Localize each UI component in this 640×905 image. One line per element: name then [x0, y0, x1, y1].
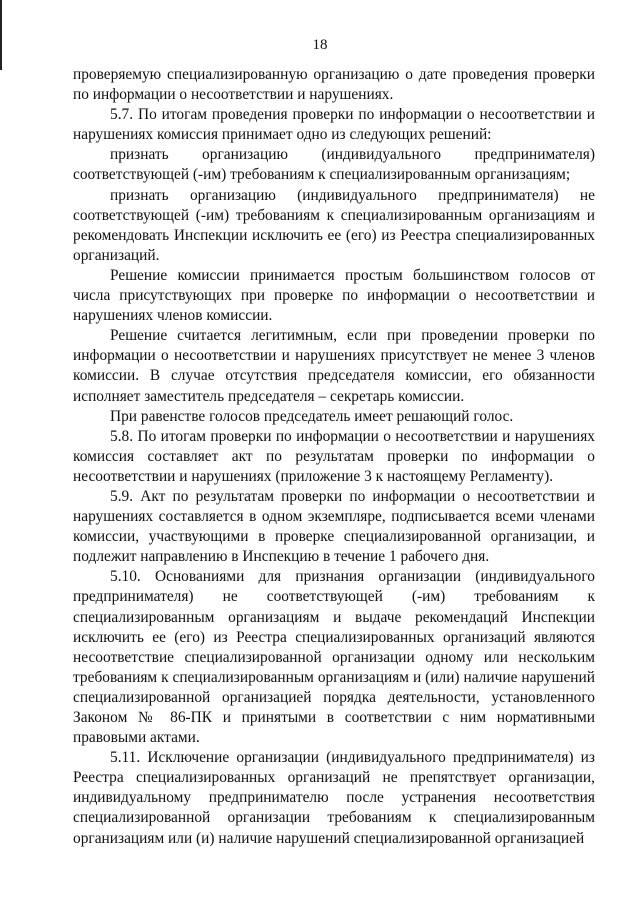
paragraph-quorum: Решение считается легитимным, если при проведении проверки по информации о несоответствии и нарушениях присутствует не менее 3 членов комиссии. В случае отсутствия председателя комиссии, его обязанности исполняет заместитель председателя – секретарь комиссии.	[73, 327, 595, 405]
paragraph-5-7: 5.7. По итогам проведения проверки по информации о несоответствии и нарушениях комиссия принимает одно из следующих решений:	[73, 106, 595, 144]
scan-edge-line	[0, 0, 2, 70]
document-body	[73, 65, 595, 849]
paragraph-decision-noncompliant: признать организацию (индивидуального предпринимателя) не соответствующей (-им) требованиям к специализированным организациям и рекомендовать Инспекции исключить ее (его) из Реестра специализированных организаций.	[73, 186, 595, 264]
paragraph-5-8: 5.8. По итогам проверки по информации о несоответствии и нарушениях комиссия составляет акт по результатам проверки по информации о несоответствии и нарушениях (приложение 3 к настоящему Регламенту).	[73, 427, 595, 485]
paragraph-continuation: проверяемую специализированную организацию о дате проведения проверки по информации о несоответствии и нарушениях.	[73, 66, 595, 104]
paragraph-5-10: 5.10. Основаниями для признания организации (индивидуального предпринимателя) не соответствующей (-им) требованиям к специализированным организациям и выдаче рекомендаций Инспекции исключить ее (его) из Реестра специализированных организаций являются несоответствие специализированной организации одному или нескольким требованиям к специализированным организациям и (или) наличие нарушений специализированной организацией порядка деятельности, установленного Законом № 86-ПК и принятыми в соответствии с ним нормативными правовыми актами.	[73, 568, 595, 747]
paragraph-5-9: 5.9. Акт по результатам проверки по информации о несоответствии и нарушениях составляется в одном экземпляре, подписывается всеми членами комиссии, участвующими в проверке специализированной организации, и подлежит направлению в Инспекцию в течение 1 рабочего дня.	[73, 487, 595, 566]
page-number: 18	[312, 37, 328, 53]
paragraph-5-11: 5.11. Исключение организации (индивидуального предпринимателя) из Реестра специализированных организаций не препятствует организации, индивидуальному предпринимателю после устранения несоответствия специализированной организации требованиям к специализированным организациям или (и) наличие нарушений специализированной организацией	[73, 749, 595, 847]
paragraph-tie-vote: При равенстве голосов председатель имеет решающий голос.	[110, 407, 514, 425]
paragraph-decision-compliant: признать организацию (индивидуального предпринимателя) соответствующей (-им) требованиям к специализированным организациям;	[73, 146, 595, 184]
paragraph-majority-vote: Решение комиссии принимается простым большинством голосов от числа присутствующих при проверке по информации о несоответствии и нарушениях членов комиссии.	[73, 266, 595, 325]
